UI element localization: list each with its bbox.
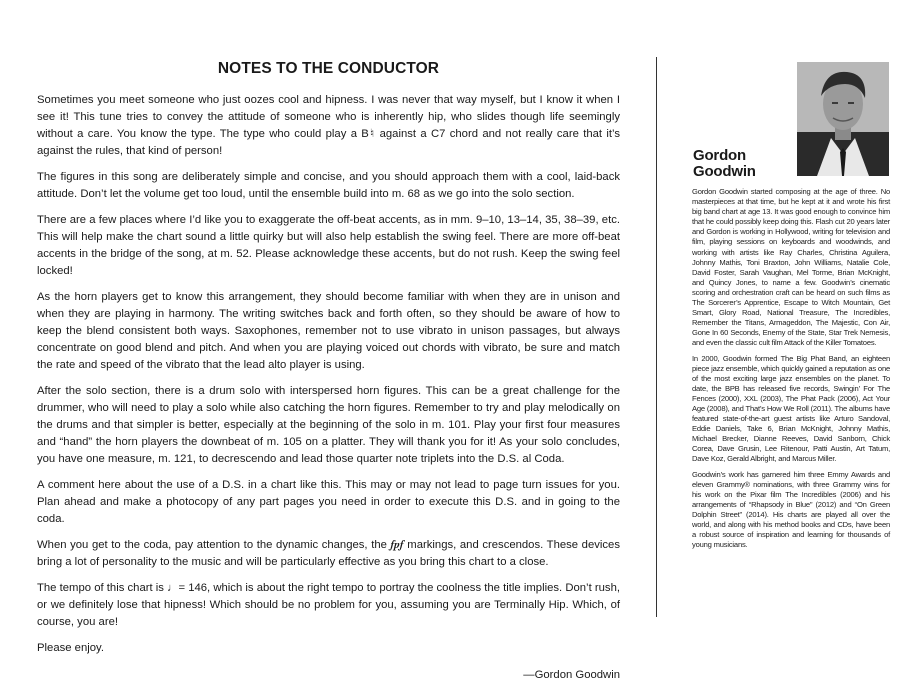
author-bio — [692, 187, 890, 555]
bio-paragraph-3: Goodwin’s work has garnered him three Emmy Awards and eleven Grammy® nominations, with three Grammy wins for his work on the Pixar film The Incredibles (2006) and his arrangements of “Rhapsody in Blue” (2012) and “On Green Dolphin Street” (2014). His charts are played all over the world, and along with his method books and CDs, have been a robust source of inspiration and learning for thousands of young musicians. — [692, 469, 890, 550]
paragraph-9: Please enjoy. — [37, 642, 104, 654]
author-first-name: Gordon — [693, 147, 746, 164]
paragraph-1: Sometimes you meet someone who just oozes cool and hipness. I was never that way myself, but I know it when I see it! This tune tries to convey the attitude of someone who is inherently hip, who slides though life seemingly without a care. You know the type. The type who could play a B♮ against a C7 chord and not really care that it’s against the rules, that kind of person! — [37, 94, 620, 157]
bio-paragraph-2: In 2000, Goodwin formed The Big Phat Band, an eighteen piece jazz ensemble, which quickly gained a reputation as one of the most exciting large jazz ensembles on the planet. To date, the BPB has released five records, Swingin’ For The Fences (2000), XXL (2003), The Phat Pack (2006), Act Your Age (2008), and That’s How We Roll (2011). The albums have featured state-of-the-art guest artists like Arturo Sandoval, Eddie Daniels, Take 6, Brian McKnight, Johnny Mathis, Michael Brecker, Dianne Reeves, David Sanborn, Chick Corea, Dave Grusin, Lee Ritenour, Patti Austin, Art Tatum, Dave Koz, Gerald Albright, and Marcus Miller. — [692, 353, 890, 464]
paragraph-4: As the horn players get to know this arrangement, they should become familiar with when they are in unison and when they are playing in harmony. The writing switches back and forth often, so they should be aware of how to keep the blend consistent both ways. Saxophones, remember not to use vibrato in unison passages, but always concentrate on good blend and pitch. And when you are playing voiced out chords with vibrato, be sure and match the rate and speed of the vibrato that the lead alto player is using. — [37, 291, 620, 371]
paragraph-5: After the solo section, there is a drum solo with interspersed horn figures. This can be a great challenge for the drummer, who will need to play a solo while also catching the horn figures. Remember to try and play melodically on the drums and that simpler is better, especially at the beginning of the solo in m. 101. Play your first four measures and “hand” the horn players the downbeat of m. 105 on a platter. They will thank you for it! As your solo concludes, you have one measure, m. 121, to decrescendo and lead those quarter note triplets into the D.S. al Coda. — [37, 385, 620, 465]
paragraph-7: When you get to the coda, pay attention to the dynamic changes, the 𝆑𝆏𝆑 markings, and crescendos. These devices bring a lot of personality to the music and will be particularly effective as you bring this chart to a close. — [37, 539, 620, 568]
paragraph-6: A comment here about the use of a D.S. in a chart like this. This may or may not lead to page turn issues for you. Plan ahead and make a photocopy of any part pages you need in order to execute this D.S. and in going to the coda. — [37, 479, 620, 525]
portrait-photo — [797, 62, 889, 176]
column-divider — [656, 57, 657, 617]
paragraph-8: The tempo of this chart is ♩= 146, which is about the right tempo to portray the coolness the title implies. Don’t rush, or we definitely lose that hipness! Which should be no problem for you, assuming you are Terminally Hip. Which, of course, you are! — [37, 582, 620, 628]
signature: —Gordon Goodwin — [523, 669, 620, 681]
author-last-name: Goodwin — [693, 163, 756, 180]
paragraph-2: The figures in this song are deliberately simple and concise, and you should approach them with a cool, laid-back attitude. Don’t let the volume get too loud, until the ensemble build into m. 68 as we go into the solo section. — [37, 171, 620, 200]
author-name — [693, 148, 756, 180]
bio-paragraph-1: Gordon Goodwin started composing at the age of three. No masterpieces at that time, but he kept at it and wrote his first big band chart at age 13. It was good enough to convince him that he could possibly keep doing this. Flash cut 20 years later and Gordon is working in Hollywood, writing for television and film, playing sessions on keyboards and woodwinds, and working with artists like Ray Charles, Christina Aguilera, Johnny Mathis, Toni Braxton, John Williams, Natalie Cole, David Foster, Sarah Vaughan, Mel Torme, Brian McKnight, and Quincy Jones, to name a few. Goodwin’s cinematic scoring and orchestration craft can be heard on such films as The Sorcerer’s Apprentice, Escape to Witch Mountain, Get Smart, Glory Road, National Treasure, The Incredibles, Remember the Titans, Armageddon, The Majestic, Con Air, Gone In 60 Seconds, Enemy of the State, Star Trek Nemesis, and even the classic cult film Attack of the Killer Tomatoes. — [692, 187, 890, 348]
conductor-notes — [37, 60, 620, 681]
page-title: NOTES TO THE CONDUCTOR — [217, 60, 440, 77]
paragraph-3: There are a few places where I’d like you to exaggerate the off-beat accents, as in mm. 9–10, 13–14, 35, 38–39, etc. This will help make the chart sound a little quirky but will also help establish the swing feel. There are more off-beat accents in the bridge of the song, at m. 52. Please acknowledge these accents, but do not rush. Keep the swing feel locked! — [37, 214, 620, 277]
